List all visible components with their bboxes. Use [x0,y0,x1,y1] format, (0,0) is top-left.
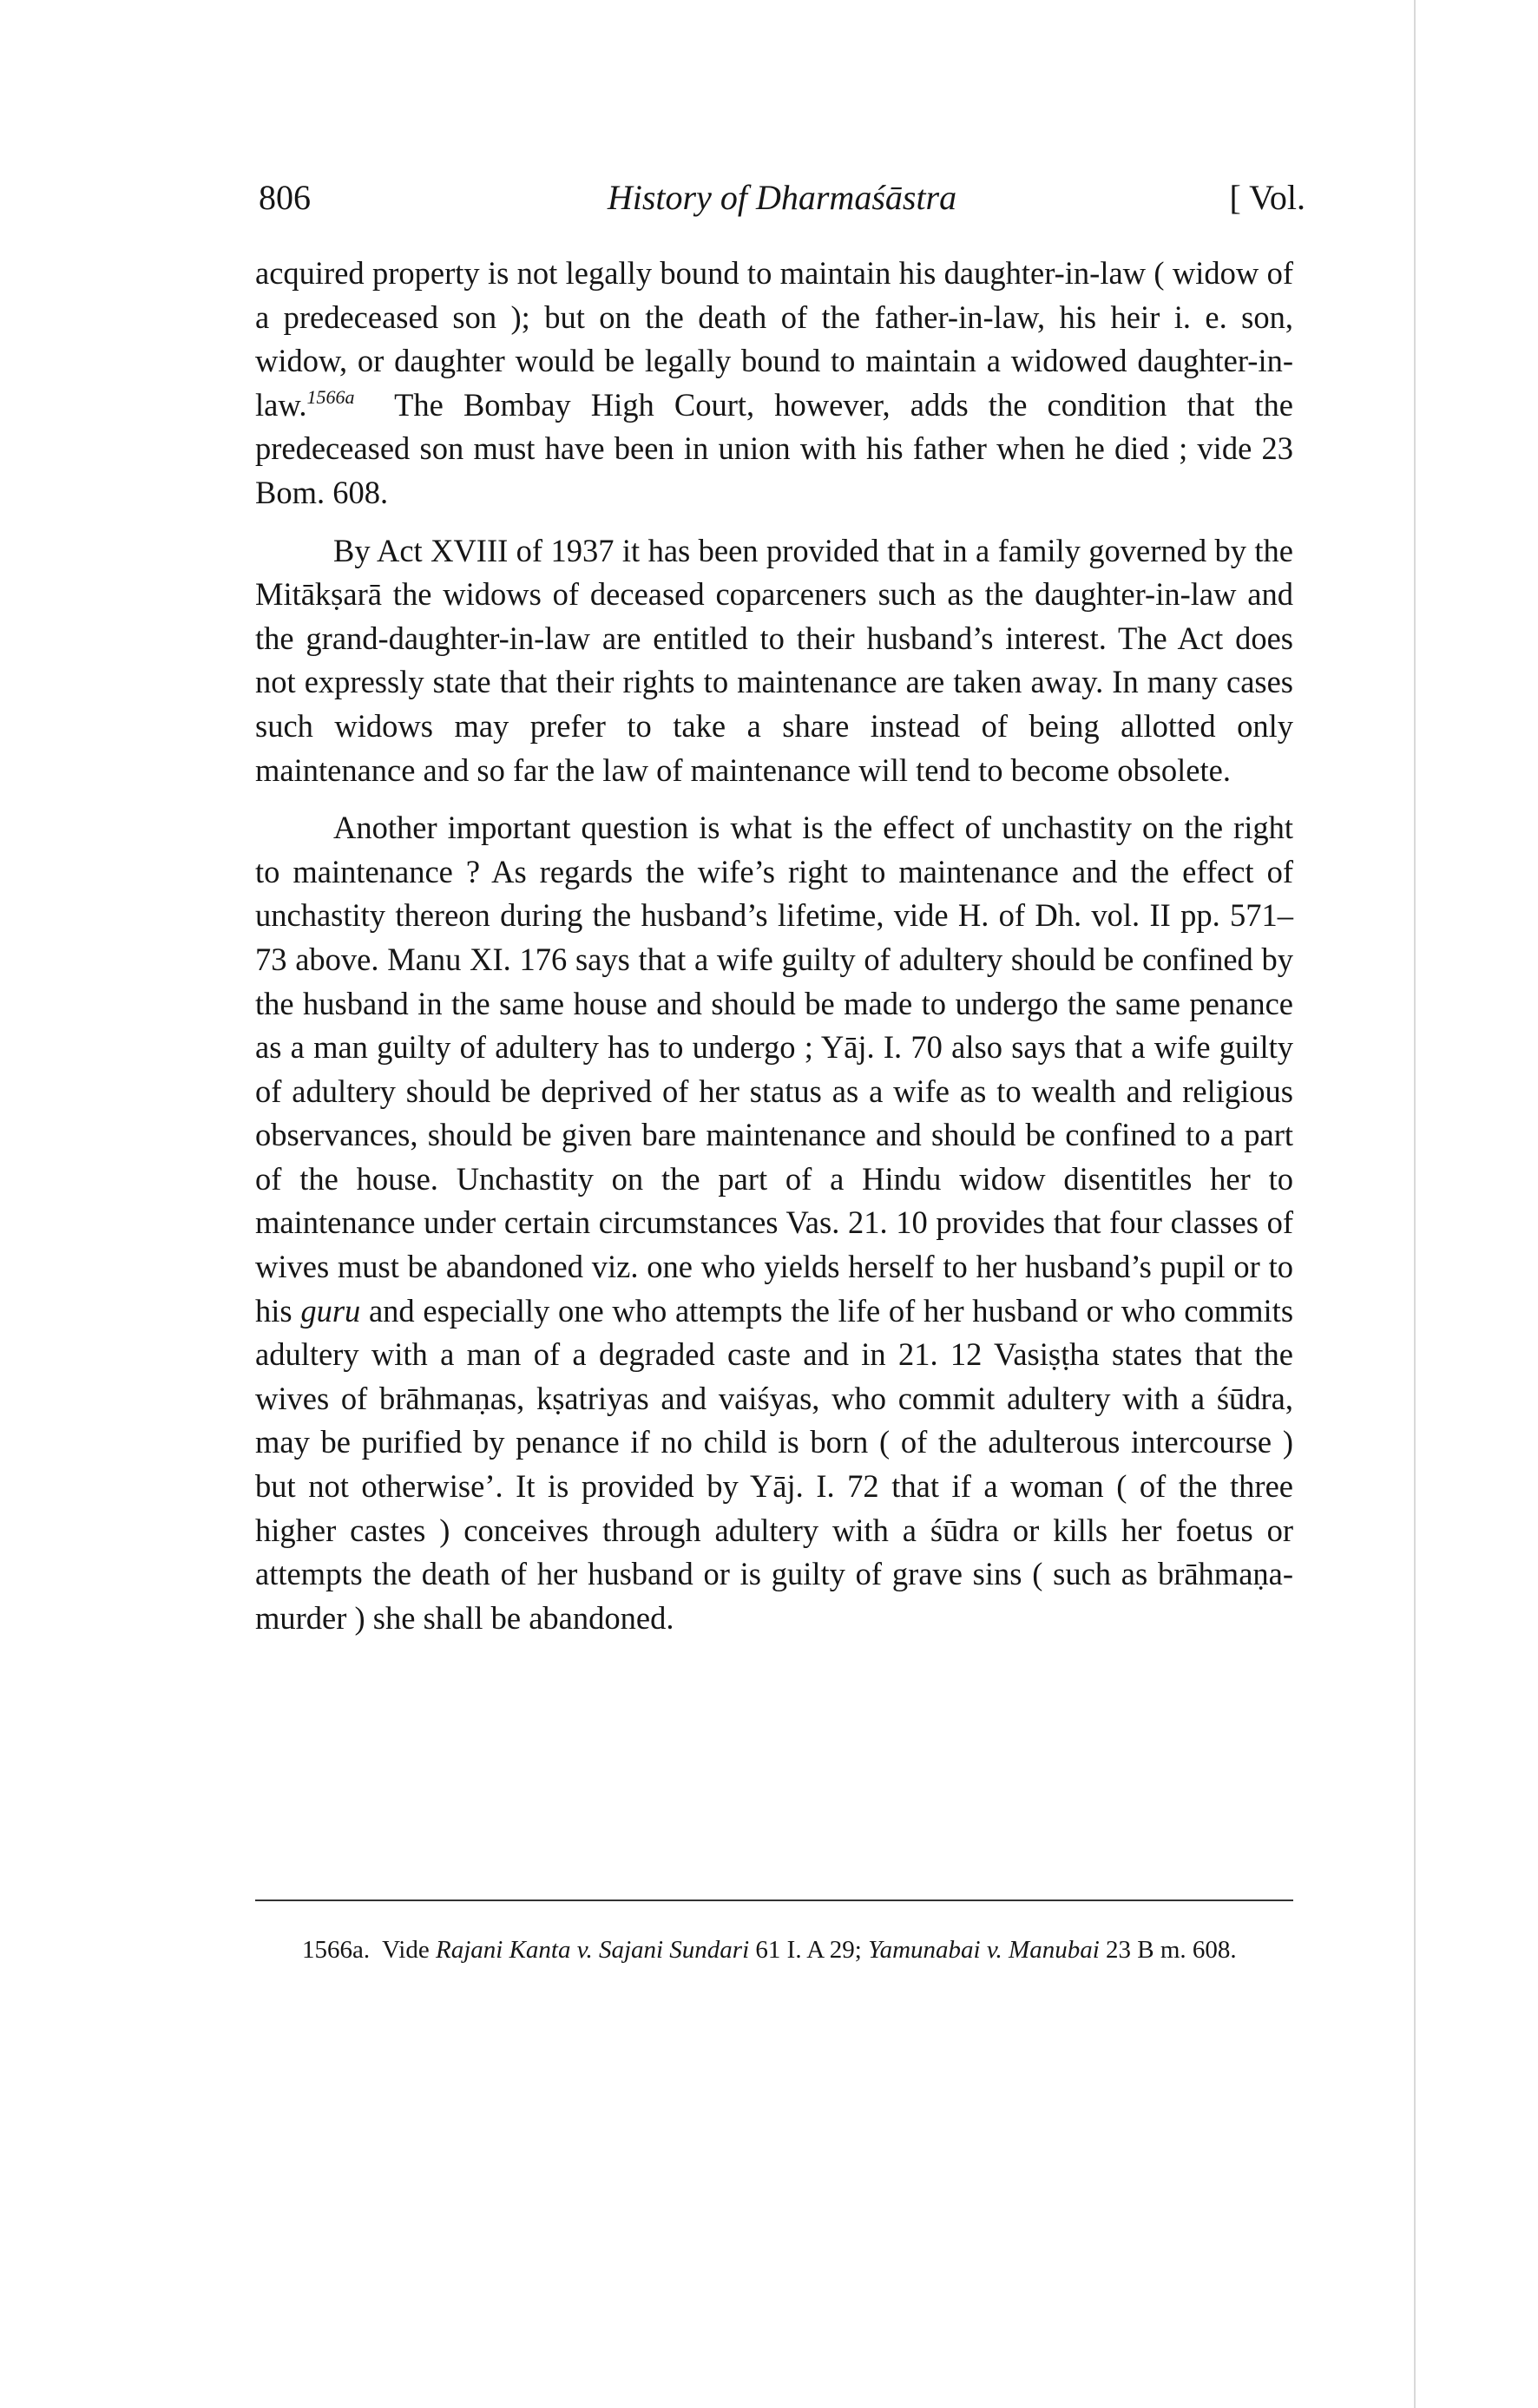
guru-term: guru [300,1292,361,1329]
paragraph-1 [255,252,1293,515]
paragraph-2: By Act XVIII of 1937 it has been provided that in a family governed by the Mitākṣarā the widows of deceased coparceners such as the daughter-in-law and the grand-daughter-in-law are entitled to their husband’s interest. The Act does not expressly state that their rights to maintenance are taken away. In many cases such widows may prefer to take a share instead of being allotted only maintenance and so far the law of maintenance will tend to become obsolete. [255,532,1293,788]
footnote-marker[interactable]: 1566a [306,385,355,408]
page-edge-line [1414,0,1416,2408]
footnote-label: 1566a. [302,1936,371,1964]
page-number: 806 [259,178,311,217]
page-header [259,177,1305,229]
paragraph-1-text: acquired property is not legally bound to maintain his daughter-in-law ( widow of a predeceased son ); but on the death of the father-in-law, his heir i. e. son, widow, or daughter would be legally bound to maintain a widowed daughter-in-law. [255,255,1293,423]
main-text [255,252,1293,1654]
paragraph-3-text: Another important question is what is the effect of unchastity on the right to maintenance ? As regards the wife’s right to maintenance and the effect of unchastity thereon during the husband’s lifetime, vide H. of Dh. vol. II pp. 571–73 above. Manu XI. 176 says that a wife guilty of adultery should be confined by the husband in the same house and should be made to undergo the same penance as a man guilty of adultery has to undergo ; Yāj. I. 70 also says that a wife guilty of adultery should be deprived of her status as a wife as to wealth and religious observances, should be given bare maintenance and should be confined to a part of the house. Unchastity on the part of a Hindu widow disentitles her to maintenance under certain circumstances Vas. 21. 10 provides that four classes of wives must be abandoned viz. one who yields herself to her husband’s pupil or to his [255,810,1293,1329]
footnote-case-1: Rajani Kanta v. Sajani Sundari [436,1936,750,1964]
volume-label: [ Vol. [1229,178,1305,217]
footnote-divider [255,1899,1293,1901]
footnote-case-2: Yamunabai v. Manubai [868,1936,1100,1964]
paragraph-3-text-cont: and especially one who attempts the life of her husband or who commits adultery with a man of a degraded caste and in 21. 12 Vasiṣṭha states that the wives of brāhmaṇas, kṣatriyas and vaiśyas, who commit adultery with a śūdra, may be purified by penance if no child is born ( of the adulterous intercourse ) but not otherwise’. It is provided by Yāj. I. 72 that if a woman ( of the three higher castes ) conceives through adultery with a śūdra or kills her foetus or attempts the death of her husband or is guilty of grave sins ( such as brāhmaṇa-murder ) she shall be abandoned. [255,1292,1294,1636]
footnote [255,1930,1293,1970]
paragraph-1-text-cont: The Bombay High Court, however, adds the condition that the predeceased son must have been in union with his father when he died ; vide 23 Bom. 608. [255,386,1293,510]
paragraph-3 [255,806,1293,1640]
footnote-citation-2: 23 B m. 608. [1106,1936,1237,1964]
footnote-vide: Vide [382,1936,430,1964]
running-title: History of Dharmaśāstra [607,178,957,217]
footnote-citation-1: 61 I. A 29; [755,1936,862,1964]
